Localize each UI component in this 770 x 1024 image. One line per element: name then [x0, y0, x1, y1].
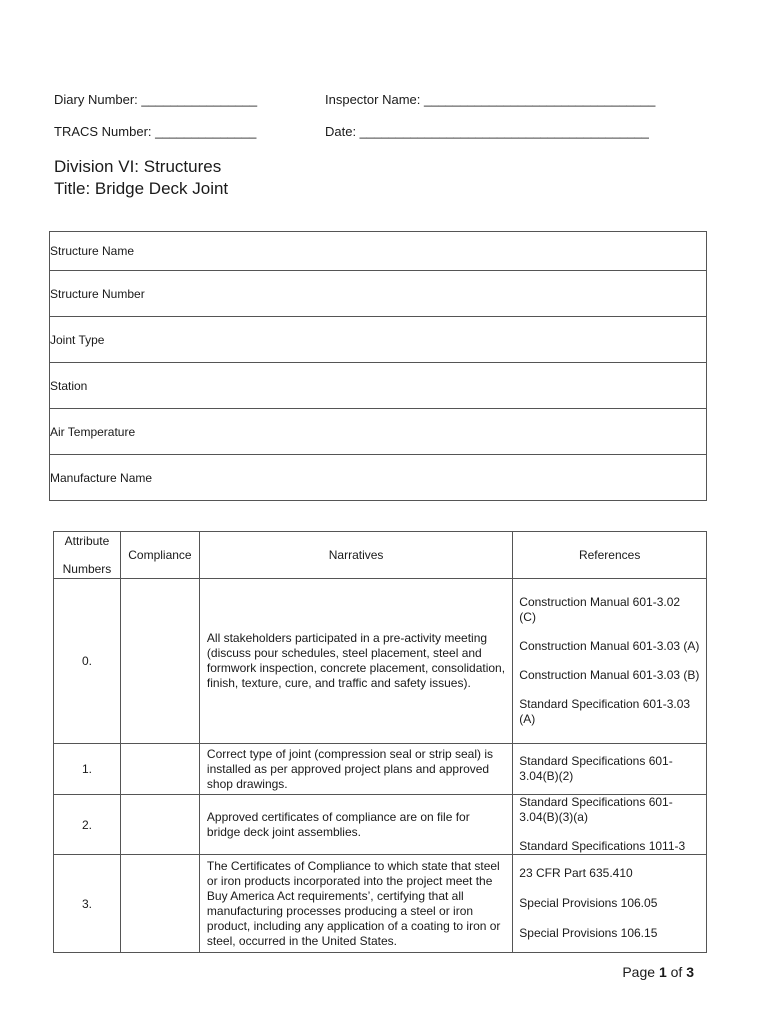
reference-item: Standard Specifications 601-3.04(B)(2) — [519, 754, 673, 783]
table-row — [54, 744, 707, 795]
reference-item: Construction Manual 601-3.03 (A) — [519, 639, 700, 653]
table-row — [54, 855, 707, 953]
references-cell — [513, 744, 707, 795]
compliance-cell[interactable] — [120, 744, 199, 795]
attribute-numbers-header — [54, 532, 121, 579]
diary-number-field: Diary Number: ________________ — [54, 92, 258, 107]
narrative-cell: All stakeholders participated in a pre-activity meeting (discuss pour schedules, steel placement, steel and formwork inspection, concrete placement, consolidation, finish, texture, cure, and traffic and safety issues). — [199, 579, 512, 744]
table-header-row — [54, 532, 707, 579]
info-row-station: Station — [50, 363, 707, 409]
reference-item: Special Provisions 106.15 — [519, 926, 658, 940]
page-total: 3 — [686, 964, 694, 980]
title-heading: Title: Bridge Deck Joint — [54, 179, 229, 198]
attribute-number: 2. — [54, 795, 121, 855]
page-word: Page — [622, 964, 656, 980]
info-row-air-temperature: Air Temperature — [50, 409, 707, 455]
reference-item: Special Provisions 106.05 — [519, 896, 658, 910]
table-row — [54, 579, 707, 744]
page-indicator — [622, 964, 694, 980]
narrative-cell: Approved certificates of compliance are on file for bridge deck joint assemblies. — [199, 795, 512, 855]
attribute-table — [53, 531, 707, 953]
structure-info-table — [49, 231, 707, 501]
info-row-structure-number: Structure Number — [50, 271, 707, 317]
date-field: Date: ________________________________________ — [325, 124, 649, 139]
reference-item: Standard Specifications 1011-3 — [519, 839, 686, 853]
info-row-manufacture-name: Manufacture Name — [50, 455, 707, 501]
attribute-number: 1. — [54, 744, 121, 795]
compliance-header: Compliance — [120, 532, 199, 579]
reference-item: Standard Specification 601-3.03 (A) — [519, 697, 691, 726]
inspector-name-field: Inspector Name: ________________________________ — [325, 92, 656, 107]
reference-item: Construction Manual 601-3.03 (B) — [519, 668, 700, 682]
attribute-number: 0. — [54, 579, 121, 744]
division-heading: Division VI: Structures — [54, 157, 222, 176]
references-cell — [513, 579, 707, 744]
tracs-number-field: TRACS Number: ______________ — [54, 124, 257, 139]
reference-item: Standard Specifications 601-3.04(B)(3)(a) — [519, 795, 673, 824]
info-row-joint-type: Joint Type — [50, 317, 707, 363]
attribute-header-line1: Attribute — [64, 534, 110, 548]
compliance-cell[interactable] — [120, 579, 199, 744]
attribute-number: 3. — [54, 855, 121, 953]
attribute-header-line2: Numbers — [62, 562, 112, 576]
table-row — [54, 795, 707, 855]
reference-item: 23 CFR Part 635.410 — [519, 866, 633, 880]
page-current: 1 — [658, 964, 667, 980]
references-cell — [513, 855, 707, 953]
narrative-cell: The Certificates of Compliance to which state that steel or iron products incorporated into the project meet the Buy America Act requirements’, certifying that all manufacturing processes producing a steel or iron product, including any application of a coating to iron or steel, occurred in the United States. — [199, 855, 512, 953]
compliance-cell[interactable] — [120, 795, 199, 855]
references-header: References — [513, 532, 707, 579]
compliance-cell[interactable] — [120, 855, 199, 953]
info-row-structure-name: Structure Name — [50, 232, 707, 271]
of-word: of — [670, 964, 683, 980]
narrative-cell: Correct type of joint (compression seal or strip seal) is installed as per approved project plans and approved shop drawings. — [199, 744, 512, 795]
narratives-header: Narratives — [199, 532, 512, 579]
reference-item: Construction Manual 601-3.02 (C) — [519, 595, 681, 624]
references-cell — [513, 795, 707, 855]
